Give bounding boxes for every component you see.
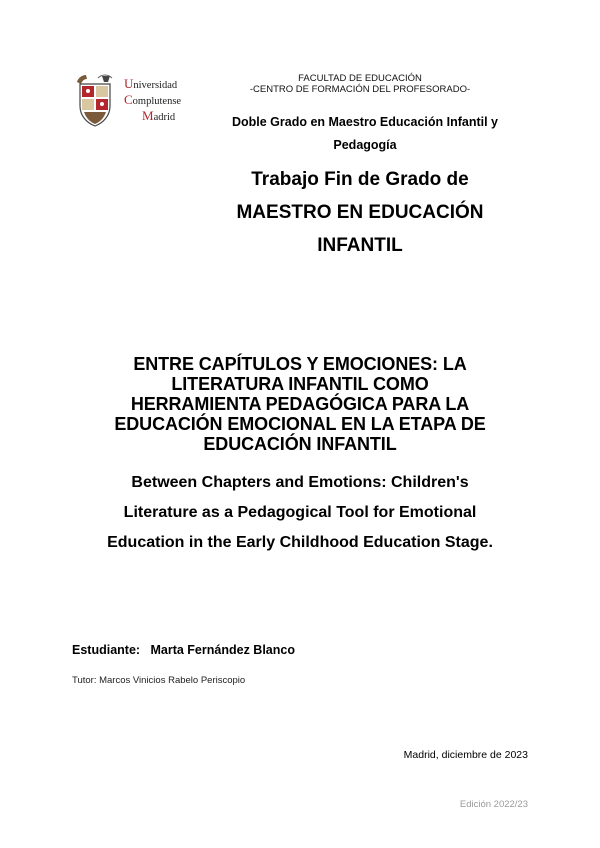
title-es-line: HERRAMIENTA PEDAGÓGICA PARA LA: [130, 394, 470, 414]
title-en-line: Between Chapters and Emotions: Children's: [131, 474, 469, 491]
university-name: Universidad Complutense Madrid: [124, 76, 182, 123]
student-line: [72, 643, 295, 657]
edition-label: Edición 2022/23: [459, 799, 528, 810]
student-name: Marta Fernández Blanco: [150, 643, 295, 657]
student-label: Estudiante:: [72, 643, 141, 657]
tutor-line: Tutor: Marcos Vinicios Rabelo Periscopio: [72, 675, 246, 686]
title-es-line: EDUCACIÓN EMOCIONAL EN LA ETAPA DE: [114, 414, 486, 434]
degree-name: Doble Grado en Maestro Educación Infantil y Pedagogía: [231, 115, 498, 152]
title-en-line: Literature as a Pedagogical Tool for Emotional: [123, 504, 477, 521]
university-logo: [72, 72, 184, 128]
title-es-line: EDUCACIÓN INFANTIL: [203, 434, 397, 454]
title-spanish: [60, 354, 540, 454]
title-es-line: LITERATURA INFANTIL COMO: [171, 374, 429, 394]
tfg-heading: Trabajo Fin de Grado de MAESTRO EN EDUCACIÓN INFANTIL: [236, 169, 484, 256]
university-crest-icon: [72, 72, 118, 128]
faculty-name: FACULTAD DE EDUCACIÓN: [298, 73, 422, 84]
center-name: -CENTRO DE FORMACIÓN DEL PROFESORADO-: [249, 84, 471, 95]
faculty-header: [230, 73, 490, 95]
title-en-line: Education in the Early Childhood Education Stage.: [107, 534, 493, 551]
place-date: Madrid, diciembre de 2023: [403, 749, 528, 761]
title-es-line: ENTRE CAPÍTULOS Y EMOCIONES: LA: [133, 354, 467, 374]
title-english: [60, 468, 540, 558]
